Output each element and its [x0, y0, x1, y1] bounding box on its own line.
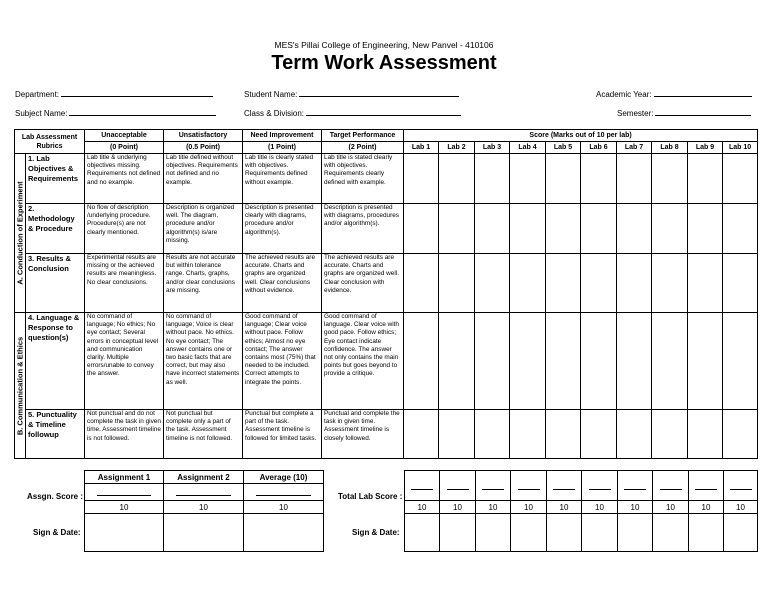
score-cell[interactable] — [652, 254, 688, 313]
unsatisfactory-points: (0.5 Point) — [164, 142, 243, 154]
descriptor-need-improvement: Punctual but complete a part of the task. Assessment timeline is followed for limited tasks. — [243, 410, 322, 459]
score-cell[interactable] — [581, 204, 617, 254]
assignment1-header: Assignment 1 — [85, 471, 164, 484]
score-cell[interactable] — [581, 410, 617, 459]
score-cell[interactable] — [581, 154, 617, 204]
score-cell[interactable] — [546, 254, 581, 313]
lab-sign-date-label: Sign & Date: — [352, 528, 400, 537]
score-cell[interactable] — [546, 313, 581, 410]
criterion-label: 2. Methodology & Procedure — [26, 204, 85, 254]
lab-total-blank[interactable] — [724, 471, 758, 501]
descriptor-unsatisfactory: Results are not accurate but within tolerance range. Charts, graphs, and/or clear conclusions are missing. — [164, 254, 243, 313]
class-division-field[interactable] — [244, 107, 461, 118]
lab-header: Lab 8 — [652, 142, 688, 154]
descriptor-unacceptable: Not punctual and do not complete the task in given time. Assessment timeline is not followed. — [85, 410, 164, 459]
sign-cell[interactable] — [582, 514, 618, 552]
assignment-max: 10 — [244, 501, 324, 514]
score-cell[interactable] — [723, 410, 758, 459]
lab-header: Lab 10 — [723, 142, 758, 154]
assignment1-score-blank[interactable] — [85, 484, 164, 501]
score-cell[interactable] — [688, 154, 723, 204]
criterion-label: 5. Punctuality & Timeline followup — [26, 410, 85, 459]
score-cell[interactable] — [723, 204, 758, 254]
lab-max: 10 — [724, 501, 758, 514]
lab-max: 10 — [405, 501, 440, 514]
assignment2-header: Assignment 2 — [164, 471, 244, 484]
score-cell[interactable] — [581, 313, 617, 410]
score-cell[interactable] — [546, 154, 581, 204]
sign-cell[interactable] — [405, 514, 440, 552]
score-cell[interactable] — [688, 410, 723, 459]
class-division-label: Class & Division: — [244, 109, 305, 118]
score-cell[interactable] — [652, 154, 688, 204]
score-cell[interactable] — [475, 204, 510, 254]
semester-label: Semester: — [617, 109, 654, 118]
lab-max: 10 — [618, 501, 653, 514]
descriptor-unsatisfactory: No command of language; Voice is clear without pace. No ethics. No eye contact; The answer contains one or two basic facts that are correct, but may also have incorrect statements as well. — [164, 313, 243, 410]
descriptor-unacceptable: No command of language; No ethics; No eye contact; Several errors in conceptual level and communication clarity. Multiple errors/unable to convey the answer. — [85, 313, 164, 410]
lab-total-blank[interactable] — [618, 471, 653, 501]
score-cell[interactable] — [439, 154, 475, 204]
descriptor-unsatisfactory: Description is organized well. The diagram, procedure and/or algorithm(s) is/are missing. — [164, 204, 243, 254]
score-cell[interactable] — [688, 254, 723, 313]
sign-cell[interactable] — [476, 514, 511, 552]
group-b-cell — [15, 313, 26, 459]
score-cell[interactable] — [723, 254, 758, 313]
target-header: Target Performance — [322, 130, 404, 142]
score-cell[interactable] — [617, 204, 652, 254]
unsatisfactory-header: Unsatisfactory — [164, 130, 243, 142]
average-header: Average (10) — [244, 471, 324, 484]
score-cell[interactable] — [581, 254, 617, 313]
descriptor-unacceptable: Experimental results are missing or the achieved results are meaningless. No clear conclusions. — [85, 254, 164, 313]
score-cell[interactable] — [439, 254, 475, 313]
sign-cell[interactable] — [244, 514, 324, 552]
lab-header: Lab 7 — [617, 142, 652, 154]
lab-max: 10 — [653, 501, 689, 514]
rubrics-header: Lab Assessment Rubrics — [15, 130, 85, 154]
score-cell[interactable] — [404, 154, 439, 204]
need-improvement-header: Need Improvement — [243, 130, 322, 142]
score-cell[interactable] — [652, 313, 688, 410]
score-cell[interactable] — [404, 313, 439, 410]
criterion-label: 1. Lab Objectives & Requirements — [26, 154, 85, 204]
descriptor-unsatisfactory: Lab title defined without objectives. Requirements not defined and no example. — [164, 154, 243, 204]
descriptor-target: Lab title is stated clearly with objectives. Requirements clearly defined with example. — [322, 154, 404, 204]
score-cell[interactable] — [617, 313, 652, 410]
score-cell[interactable] — [475, 154, 510, 204]
need-improvement-points: (1 Point) — [243, 142, 322, 154]
sign-cell[interactable] — [511, 514, 547, 552]
total-lab-score-label: Total Lab Score : — [338, 492, 403, 501]
score-cell[interactable] — [652, 410, 688, 459]
average-score-blank[interactable] — [244, 484, 324, 501]
lab-header: Lab 1 — [404, 142, 439, 154]
target-points: (2 Point) — [322, 142, 404, 154]
sign-cell[interactable] — [724, 514, 758, 552]
score-cell[interactable] — [510, 313, 546, 410]
group-a-label: A. Conduction of Experiment — [15, 181, 25, 285]
lab-max: 10 — [440, 501, 476, 514]
score-cell[interactable] — [723, 313, 758, 410]
descriptor-need-improvement: The achieved results are accurate. Charts and graphs are organized well. Clear conclusions without evidence. — [243, 254, 322, 313]
subject-name-field[interactable] — [15, 107, 216, 118]
assignment-max: 10 — [85, 501, 164, 514]
lab-total-blank[interactable] — [547, 471, 582, 501]
table-row — [15, 204, 758, 254]
score-cell[interactable] — [475, 313, 510, 410]
lab-header: Lab 3 — [475, 142, 510, 154]
lab-total-blank[interactable] — [405, 471, 440, 501]
descriptor-target: Punctual and complete the task in given time. Assessment timeline is closely followed. — [322, 410, 404, 459]
criterion-label: 3. Results & Conclusion — [26, 254, 85, 313]
academic-year-label: Academic Year: — [596, 90, 652, 99]
score-cell[interactable] — [688, 313, 723, 410]
lab-total-table — [404, 470, 758, 552]
table-row — [15, 410, 758, 459]
lab-max: 10 — [582, 501, 618, 514]
sign-cell[interactable] — [689, 514, 724, 552]
descriptor-need-improvement: Lab title is clearly stated with objectives. Requirements defined without example. — [243, 154, 322, 204]
sign-cell[interactable] — [653, 514, 689, 552]
score-cell[interactable] — [546, 204, 581, 254]
score-cell[interactable] — [510, 410, 546, 459]
unacceptable-points: (0 Point) — [85, 142, 164, 154]
unacceptable-header: Unacceptable — [85, 130, 164, 142]
score-cell[interactable] — [404, 410, 439, 459]
lab-total-blank[interactable] — [476, 471, 511, 501]
group-b-label: B. Communication & Ethics — [15, 336, 25, 435]
score-cell[interactable] — [617, 254, 652, 313]
lab-header: Lab 4 — [510, 142, 546, 154]
score-cell[interactable] — [404, 204, 439, 254]
score-cell[interactable] — [617, 154, 652, 204]
lab-header: Lab 6 — [581, 142, 617, 154]
student-name-field[interactable] — [244, 88, 459, 99]
sign-cell[interactable] — [164, 514, 244, 552]
lab-header: Lab 9 — [688, 142, 723, 154]
descriptor-unsatisfactory: Not punctual but complete only a part of the task. Assessment timeline is not followed. — [164, 410, 243, 459]
score-cell[interactable] — [617, 410, 652, 459]
assgn-sign-date-label: Sign & Date: — [33, 528, 81, 537]
score-cell[interactable] — [439, 410, 475, 459]
score-cell[interactable] — [510, 254, 546, 313]
score-cell[interactable] — [510, 154, 546, 204]
group-a-cell — [15, 154, 26, 313]
lab-max: 10 — [547, 501, 582, 514]
score-cell[interactable] — [723, 154, 758, 204]
score-header: Score (Marks out of 10 per lab) — [404, 130, 758, 142]
score-cell[interactable] — [475, 254, 510, 313]
semester-field[interactable] — [617, 107, 751, 118]
descriptor-target: Description is presented with diagrams, procedures and/or algorithm(s). — [322, 204, 404, 254]
department-label: Department: — [15, 90, 60, 99]
assignment-max: 10 — [164, 501, 244, 514]
table-row — [15, 313, 758, 410]
table-row — [15, 254, 758, 313]
lab-header: Lab 5 — [546, 142, 581, 154]
score-cell[interactable] — [404, 254, 439, 313]
assignment2-score-blank[interactable] — [164, 484, 244, 501]
lab-total-blank[interactable] — [582, 471, 618, 501]
score-cell[interactable] — [688, 204, 723, 254]
sign-cell[interactable] — [547, 514, 582, 552]
criterion-label: 4. Language & Response to question(s) — [26, 313, 85, 410]
score-cell[interactable] — [475, 410, 510, 459]
table-row — [15, 154, 758, 204]
lab-total-blank[interactable] — [440, 471, 476, 501]
lab-max: 10 — [689, 501, 724, 514]
page-title: Term Work Assessment — [271, 52, 497, 74]
descriptor-target: Good command of language. Clear voice with good pace. Follow ethics; Eye contact indicate confidence. The answer not only contains the main points but goes beyond to provide a critique. — [322, 313, 404, 410]
lab-total-blank[interactable] — [511, 471, 547, 501]
college-name: MES's Pillai College of Engineering, New Panvel - 410106 — [274, 40, 494, 50]
descriptor-unacceptable: Lab title & underlying objectives missing. Requirements not defined and no example. — [85, 154, 164, 204]
sign-cell[interactable] — [440, 514, 476, 552]
score-cell[interactable] — [510, 204, 546, 254]
lab-total-blank[interactable] — [689, 471, 724, 501]
lab-total-blank[interactable] — [653, 471, 689, 501]
lab-max: 10 — [511, 501, 547, 514]
subject-name-label: Subject Name: — [15, 109, 68, 118]
rubric-table — [14, 129, 758, 459]
descriptor-unacceptable: No flow of description /underlying procedure. Procedure(s) are not clearly mentioned. — [85, 204, 164, 254]
sign-cell[interactable] — [618, 514, 653, 552]
descriptor-need-improvement: Good command of language; Clear voice without pace. Follow ethics; Almost no eye contact; The answer contains most (75%) that needed to be included. Correct attempts to integrate the points. — [243, 313, 322, 410]
lab-max: 10 — [476, 501, 511, 514]
academic-year-field[interactable] — [596, 88, 752, 99]
sign-cell[interactable] — [85, 514, 164, 552]
student-name-label: Student Name: — [244, 90, 298, 99]
descriptor-need-improvement: Description is presented clearly with diagrams, procedure and/or algorithm(s). — [243, 204, 322, 254]
assignment-table — [84, 470, 324, 552]
score-cell[interactable] — [652, 204, 688, 254]
descriptor-target: The achieved results are accurate. Charts and graphs are organized well. Clear conclusion with evidence. — [322, 254, 404, 313]
score-cell[interactable] — [439, 204, 475, 254]
assgn-score-label: Assgn. Score : — [27, 492, 84, 501]
score-cell[interactable] — [439, 313, 475, 410]
score-cell[interactable] — [546, 410, 581, 459]
department-field[interactable] — [15, 88, 213, 99]
lab-header: Lab 2 — [439, 142, 475, 154]
